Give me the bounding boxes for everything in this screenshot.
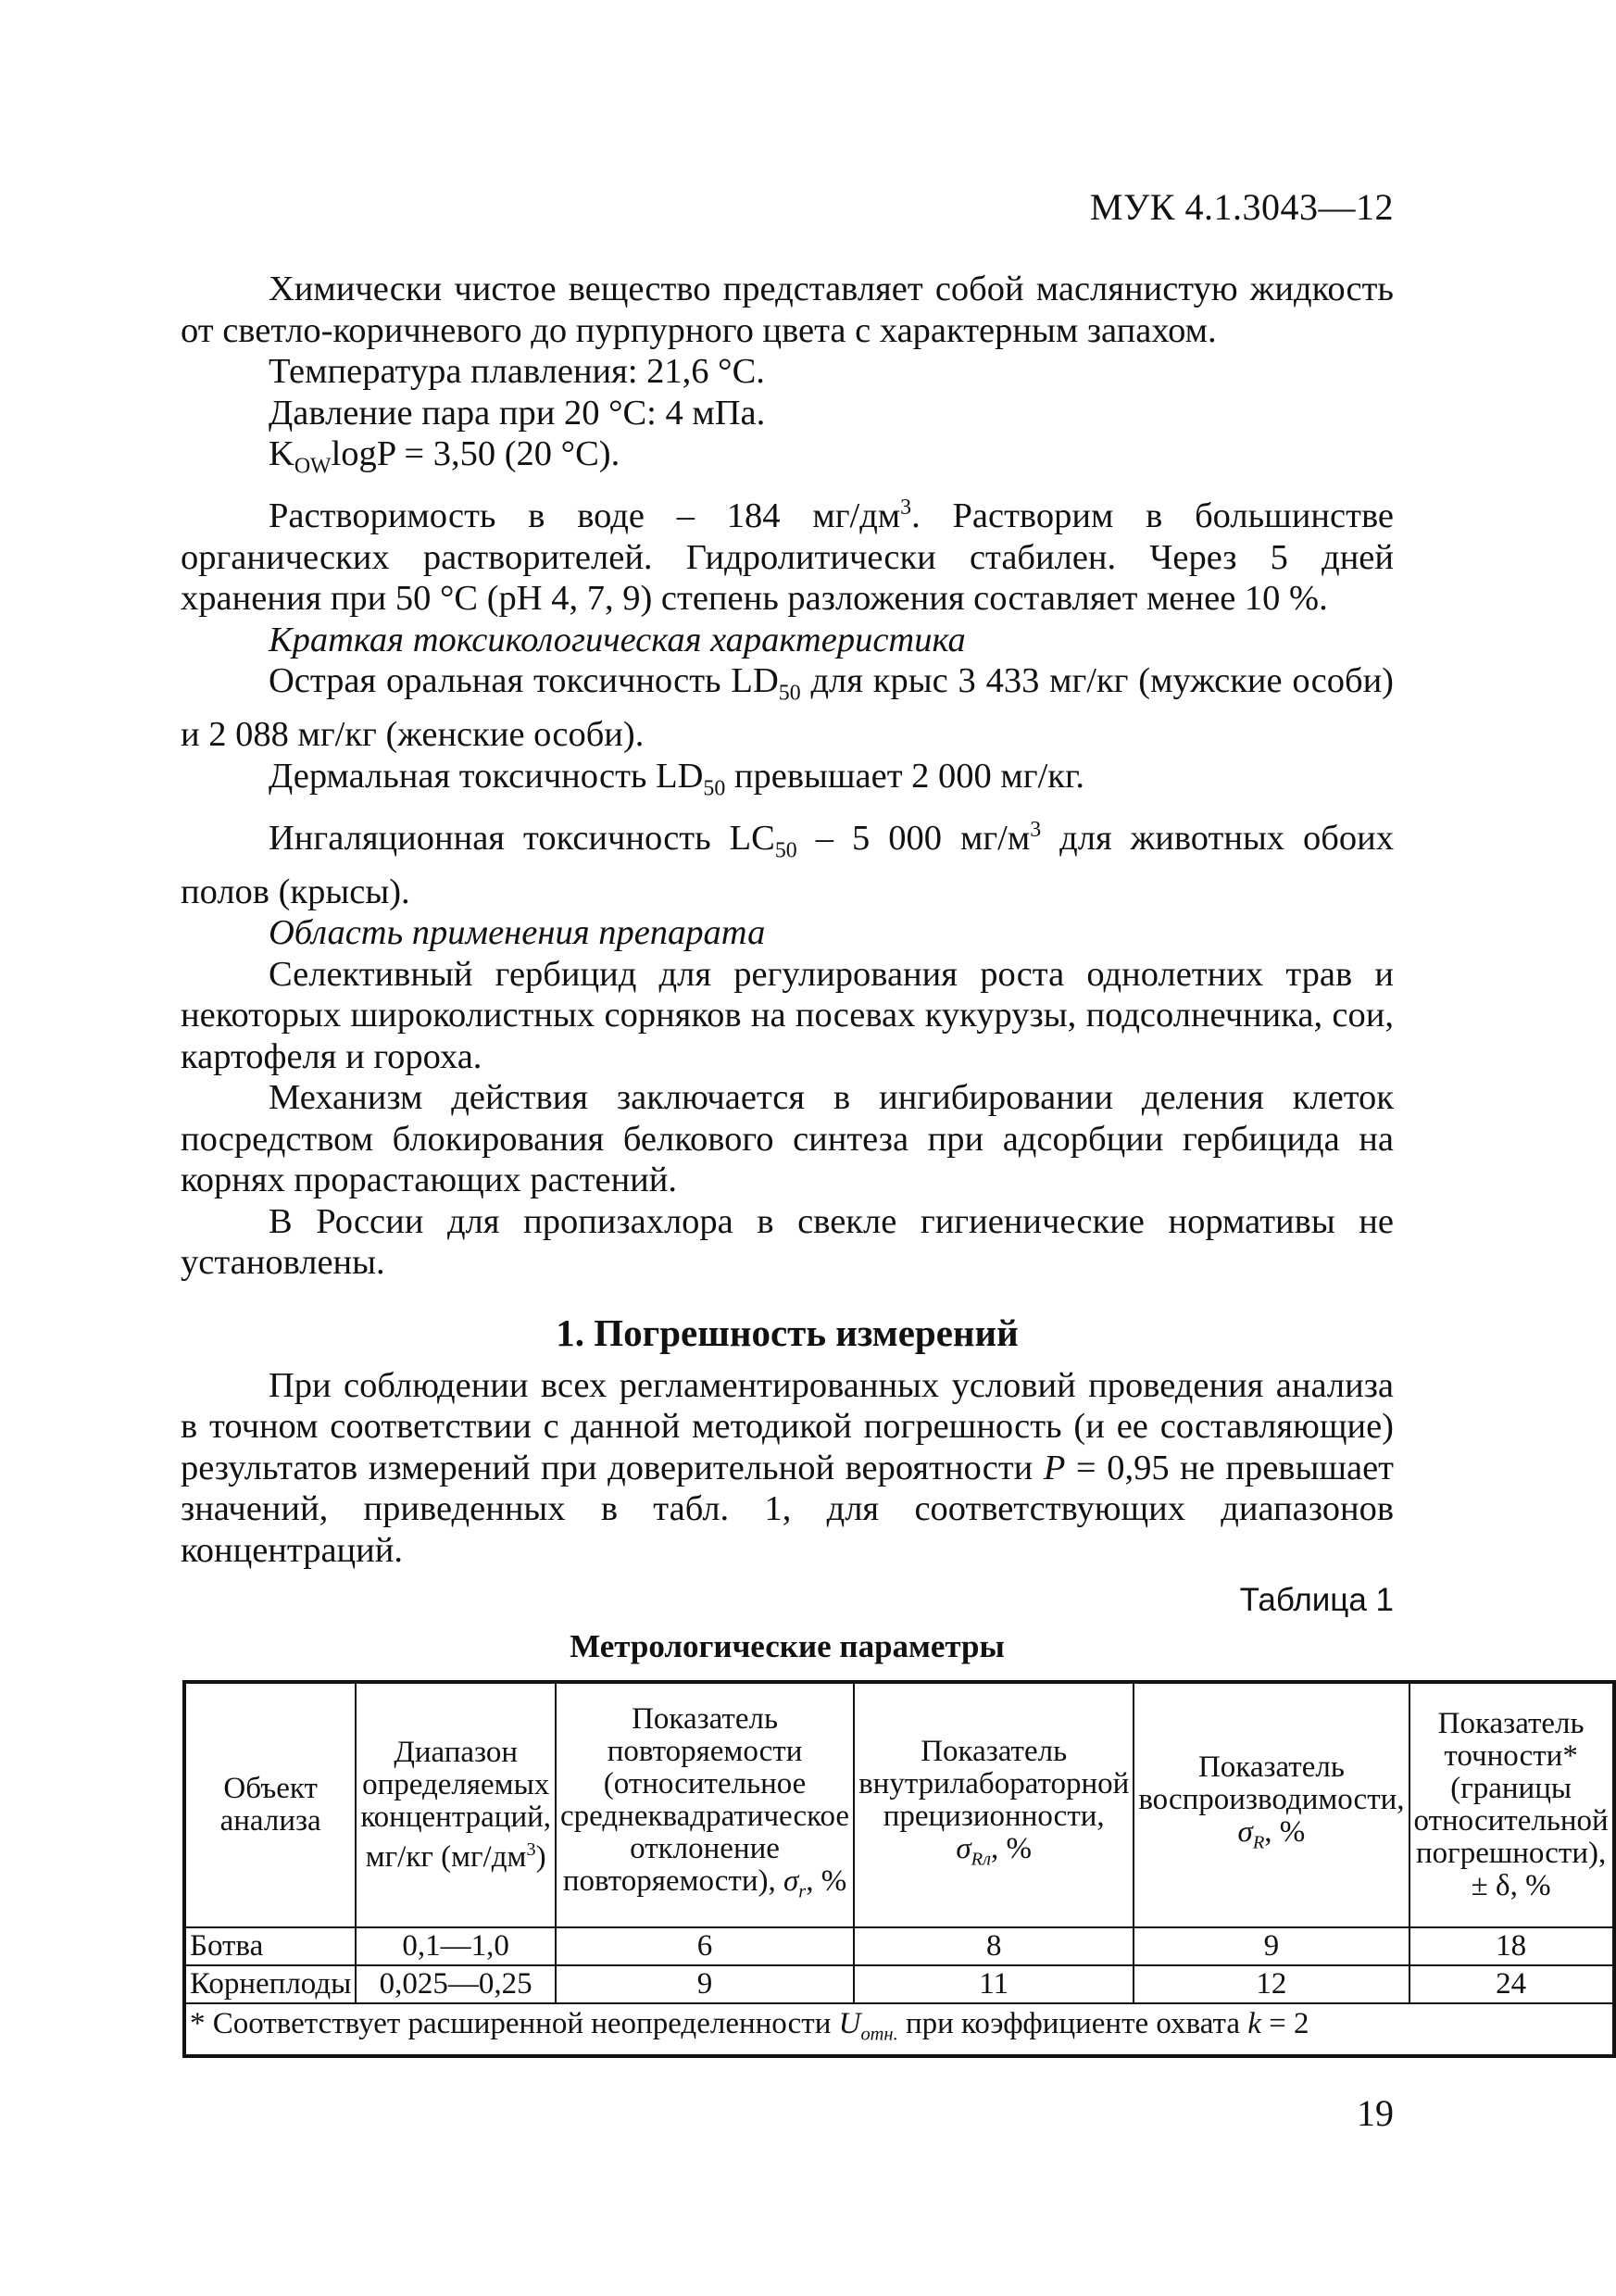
table-footnote: * Соответствует расширенной неопределенности $U_{отн.}$ при коэффициенте охвата k = 2 xyxy=(184,2003,1614,2056)
paragraph-inhalation-toxicity: Ингаляционная токсичность $LC_{50} - 5$ 000 $мг/м^3$ для животных обоих полов (крысы). xyxy=(181,817,1395,911)
cell-accuracy: 24 xyxy=(1409,1965,1614,2003)
cell-range: 0,025—0,25 xyxy=(356,1965,556,2003)
header-reproducibility: Показатель воспроизводимости, $\sigma_R$, % xyxy=(1134,1682,1409,1927)
cell-accuracy: 18 xyxy=(1409,1927,1614,1965)
paragraph-herbicide: Селективный гербицид для регулирования роста однолетних трав и некоторых широколистных сорняков на посевах кукурузы, подсолнечника, сои, картофеля и гороха. xyxy=(181,954,1394,1076)
paragraph-oral-toxicity: Острая оральная токсичность $LD_{50}$ для крыс 3 433 мг/кг (мужские особи) и 2 088 мг/кг (женские особи). xyxy=(181,661,1394,755)
paragraph-description: Химически чистое вещество представляет собой маслянистую жидкость от светло-коричневого до пурпурного цвета с характерным запахом. xyxy=(181,270,1394,350)
cell-repeatability: 9 xyxy=(556,1965,854,2003)
header-object: Объект анализа xyxy=(184,1682,356,1927)
cell-range: 0,1—1,0 xyxy=(356,1927,556,1965)
heading-toxicology: Краткая токсикологическая характеристика xyxy=(269,620,966,659)
table-header-row xyxy=(184,1682,1614,1927)
body-text xyxy=(181,269,1609,2058)
cell-intralab: 11 xyxy=(854,1965,1134,2003)
metrology-table xyxy=(182,1680,1616,2058)
cell-reproducibility: 12 xyxy=(1134,1965,1409,2003)
paragraph-kow: $K_{OW}\log P = 3,50$ (20 °С). xyxy=(269,434,620,479)
cell-object: Ботва xyxy=(184,1927,356,1965)
table-row xyxy=(184,1965,1614,2003)
cell-reproducibility: 9 xyxy=(1134,1927,1409,1965)
paragraph-melting-point: Температура плавления: 21,6 °С. xyxy=(269,352,765,391)
header-range: Диапазон определяемых концентраций, мг/кг $(мг/дм^3)$ xyxy=(356,1682,556,1927)
table-label: Таблица 1 xyxy=(1239,1582,1394,1619)
header-repeatability: Показатель повторяемости (относительное среднеквадратическое отклонение повторяемости), $\sigma_r$, % xyxy=(556,1682,854,1927)
paragraph-dermal-toxicity: Дермальная токсичность $LD_{50}$ превышает 2 000 мг/кг. xyxy=(269,756,1085,801)
paragraph-error: При соблюдении всех регламентированных условий проведения анализа в точном соответствии с данной методикой погрешность (и ее составляющие) результатов измерений при доверительной вероятности P = 0,95 не превышает значений, приведенных в табл. 1, для соответствующих диапазонов концентраций. xyxy=(181,1365,1394,1570)
document-code: МУК 4.1.3043—12 xyxy=(1089,186,1394,228)
heading-application: Область применения препарата xyxy=(269,913,766,953)
header-accuracy: Показатель точности* (границы относительной погрешности), ± δ, % xyxy=(1409,1682,1614,1927)
cell-intralab: 8 xyxy=(854,1927,1134,1965)
paragraph-vapor-pressure: Давление пара при 20 °С: 4 мПа. xyxy=(269,393,766,433)
table-footnote-row xyxy=(184,2003,1614,2056)
table-title: Метрологические параметры xyxy=(570,1628,1005,1665)
paragraph-solubility: Растворимость в воде – 184 $мг/дм^3$. Растворим в большинстве органических растворителей. Гидролитически стабилен. Через 5 дней хранения при 50 °С (рН 4, 7, 9) степень разложения составляет менее 10 %. xyxy=(181,496,1394,619)
header-intralab-precision: Показатель внутрилабораторной прецизионности, $\sigma_{Rл}$, % xyxy=(854,1682,1134,1927)
paragraph-mechanism: Механизм действия заключается в ингибировании деления клеток посредством блокирования белкового синтеза при адсорбции гербицида на корнях прорастающих растений. xyxy=(181,1078,1394,1200)
page-number: 19 xyxy=(1357,2092,1394,2134)
paragraph-russia-norms: В России для пропизахлора в свекле гигиенические нормативы не установлены. xyxy=(181,1201,1394,1283)
cell-repeatability: 6 xyxy=(556,1927,854,1965)
cell-object: Корнеплоды xyxy=(184,1965,356,2003)
section-title: 1. Погрешность измерений xyxy=(556,1311,1019,1354)
table-row xyxy=(184,1927,1614,1965)
